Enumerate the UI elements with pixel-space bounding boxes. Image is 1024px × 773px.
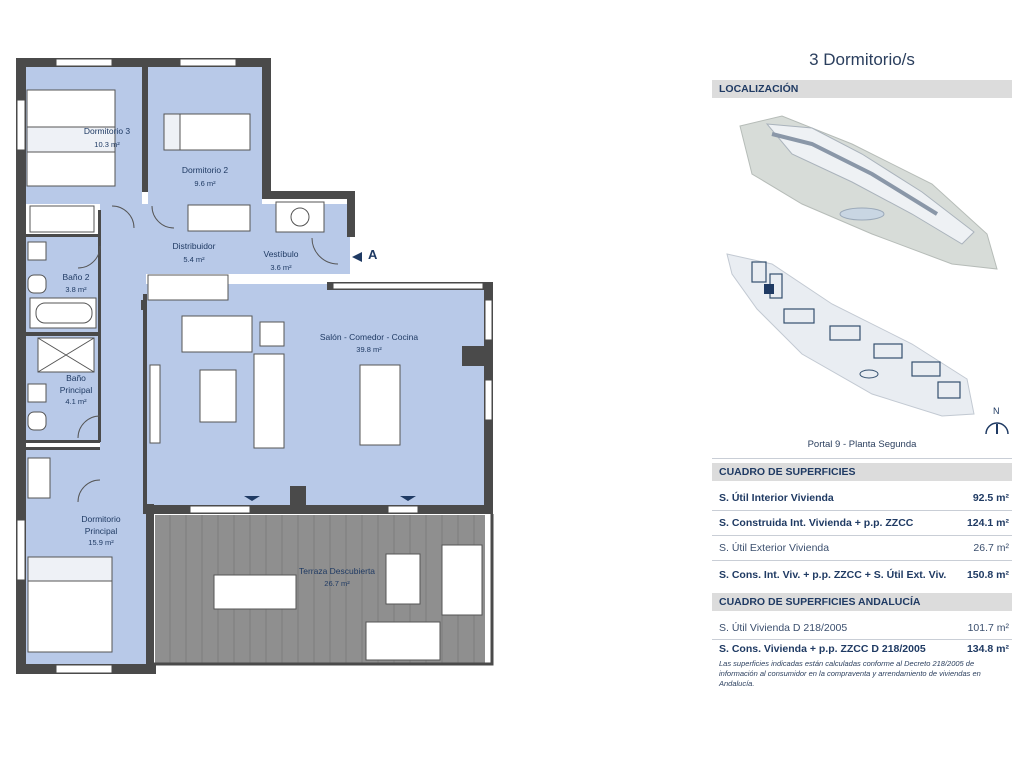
portal-text: Portal 9 - Planta Segunda (807, 439, 917, 450)
divider (712, 639, 1012, 640)
entrance-arrow-icon (352, 252, 362, 262)
room-area: 4.1 m² (65, 397, 87, 406)
surface-label: S. Útil Exterior Vivienda (719, 542, 830, 554)
surface-value: 134.8 m² (966, 643, 1009, 655)
entrance-label: A (368, 247, 378, 262)
surface-row (719, 569, 1009, 581)
surface-value: 92.5 m² (972, 492, 1009, 504)
room-name: Baño (66, 373, 86, 383)
divider (712, 510, 1012, 511)
surface-label: S. Útil Interior Vivienda (719, 492, 834, 504)
divider (712, 560, 1012, 561)
room-name: Dormitorio 2 (181, 165, 229, 175)
info-panel (712, 0, 1012, 768)
surface-row (719, 517, 1009, 529)
divider (712, 458, 1012, 459)
andalucia-header: CUADRO DE SUPERFICIES ANDALUCÍA (712, 593, 1012, 611)
room-area: 26.7 m² (324, 579, 350, 588)
room-area: 10.3 m² (94, 140, 120, 149)
aerial-render-image (740, 116, 997, 269)
room-area: 3.8 m² (65, 285, 87, 294)
surface-row (719, 622, 1009, 634)
room-name: Terraza Descubierta (298, 566, 376, 576)
surface-value: 124.1 m² (966, 517, 1009, 529)
legal-note: Las superficies indicadas están calculadas conforme al Decreto 218/2005 de información al consumidor en la compraventa y arrendamiento de viviendas en Andalucía. (719, 659, 981, 688)
surface-row (719, 542, 1009, 554)
surface-label: S. Útil Vivienda D 218/2005 (719, 622, 848, 634)
room-name: Dormitorio 3 (83, 126, 131, 136)
superficies-header: CUADRO DE SUPERFICIES (712, 463, 1012, 481)
page-title: 3 Dormitorio/s (809, 50, 915, 69)
room-name: Distribuidor (172, 241, 216, 251)
site-plan-image (727, 254, 974, 416)
divider (712, 535, 1012, 536)
room-area: 3.6 m² (270, 263, 292, 272)
surface-row (719, 643, 1009, 655)
surface-value: 101.7 m² (967, 622, 1009, 634)
room-name: Baño 2 (62, 272, 90, 282)
room-name: Dormitorio (81, 514, 121, 524)
surface-row (719, 492, 1009, 504)
localizacion-header: LOCALIZACIÓN (712, 80, 1012, 98)
surface-label: S. Cons. Int. Viv. + p.p. ZZCC + S. Útil Ext. Viv. (719, 569, 947, 581)
room-area: 5.4 m² (183, 255, 205, 264)
surface-label: S. Construida Int. Vivienda + p.p. ZZCC (719, 517, 914, 529)
room-area: 39.8 m² (356, 345, 382, 354)
compass-label: N (993, 406, 1000, 416)
compass-icon (986, 423, 1008, 434)
room-name: Salón - Comedor - Cocina (319, 332, 419, 342)
surface-value: 26.7 m² (973, 542, 1009, 554)
room-area: 15.9 m² (88, 538, 114, 547)
room-area: 9.6 m² (194, 179, 216, 188)
room-name-line2: Principal (84, 526, 118, 536)
room-name: Vestíbulo (263, 249, 299, 259)
location-map (712, 104, 1012, 434)
surface-value: 150.8 m² (966, 569, 1009, 581)
surface-label: S. Cons. Vivienda + p.p. ZZCC D 218/2005 (719, 643, 926, 655)
room-name-line2: Principal (59, 385, 93, 395)
